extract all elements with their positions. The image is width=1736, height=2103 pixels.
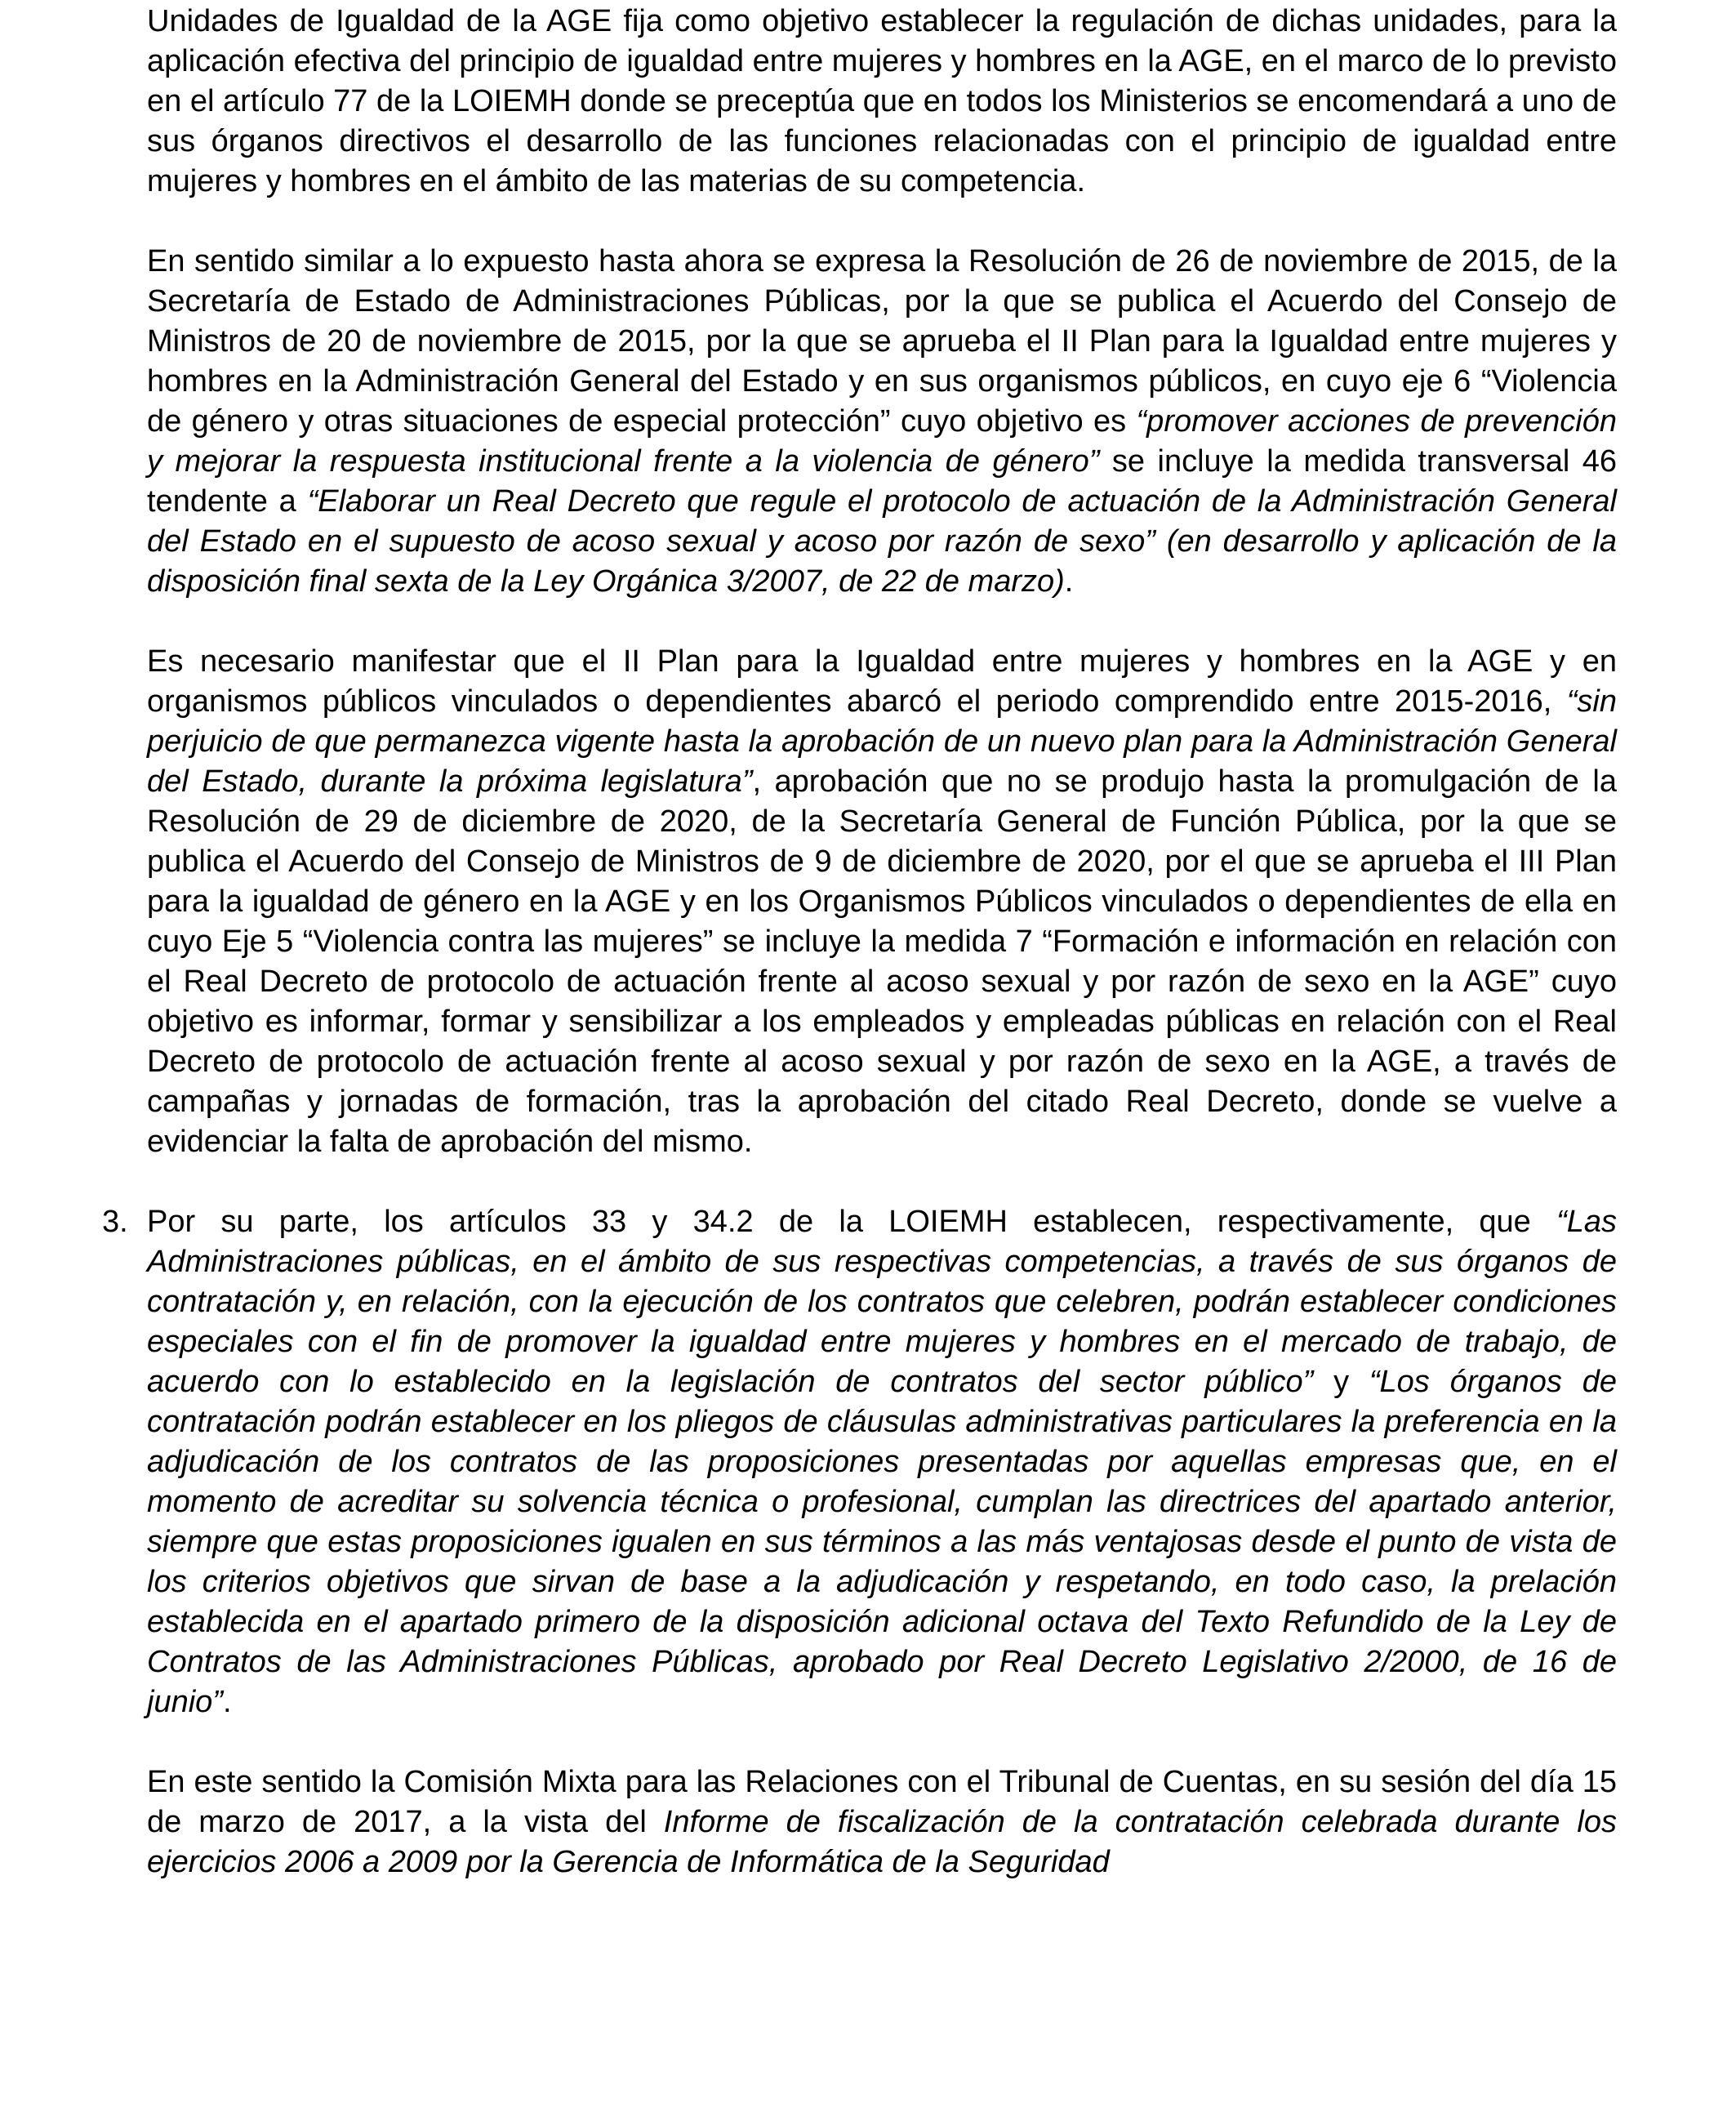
paragraph-unidades-igualdad <box>147 2 1617 202</box>
text-run: . <box>1064 564 1074 599</box>
italic-quote: “sin perjuicio de que permanezca vigente hasta la aprobación de un nuevo plan para la Administración General del Estado, durante la próxima legislatura” <box>147 684 1617 799</box>
paragraph-ii-plan <box>147 642 1617 1162</box>
text-run: Es necesario manifestar que el II Plan para la Igualdad entre mujeres y hombres en la AGE y en organismos públicos vinculados o dependientes abarcó el periodo comprendido entre 2015-2016, <box>147 644 1617 719</box>
text-run: Por su parte, los artículos 33 y 34.2 de la LOIEMH establecen, respectivamente, que <box>147 1205 1557 1239</box>
italic-quote: “promover acciones de prevención y mejorar la respuesta institucional frente a la violencia de género” <box>147 404 1617 479</box>
italic-report-title: Informe de fiscalización de la contratación celebrada durante los ejercicios 2006 a 2009 por la Gerencia de Informática de la Seguridad <box>147 1805 1617 1879</box>
text-run: En sentido similar a lo expuesto hasta ahora se expresa la Resolución de 26 de noviembre de 2015, de la Secretaría de Estado de Administraciones Públicas, por la que se publica el Acuerdo del Consejo de Ministros de 20 de noviembre de 2015, por la que se aprueba el II Plan para la Igualdad entre mujeres y hombres en la Administración General del Estado y en sus organismos públicos, en cuyo eje 6 “Violencia de género y otras situaciones de especial protección” cuyo objetivo es <box>147 244 1617 439</box>
text-run: , aprobación que no se produjo hasta la promulgación de la Resolución de 29 de diciembre de 2020, de la Secretaría General de Función Pública, por la que se publica el Acuerdo del Consejo de Ministros de 9 de diciembre de 2020, por el que se aprueba el III Plan para la igualdad de género en la AGE y en los Organismos Públicos vinculados o dependientes de ella en cuyo Eje 5 “Violencia contra las mujeres” se incluye la medida 7 “Formación e información en relación con el Real Decreto de protocolo de actuación frente al acoso sexual y por razón de sexo en la AGE” cuyo objetivo es informar, formar y sensibilizar a los empleados y empleadas públicas en relación con el Real Decreto de protocolo de actuación frente al acoso sexual y por razón de sexo en la AGE, a través de campañas y jornadas de formación, tras la aprobación del citado Real Decreto, donde se vuelve a evidenciar la falta de aprobación del mismo. <box>147 764 1617 1159</box>
list-item-text <box>147 1202 1617 1722</box>
document-body <box>102 2 1617 1923</box>
italic-quote: “Elaborar un Real Decreto que regule el protocolo de actuación de la Administración General del Estado en el supuesto de acoso sexual y acoso por razón de sexo” (en desarrollo y aplicación de la disposición final sexta de la Ley Orgánica 3/2007, de 22 de marzo) <box>147 484 1617 599</box>
paragraph-comision-mixta <box>147 1762 1617 1882</box>
text-run: se incluye la medida transversal 46 tendente a <box>147 444 1617 519</box>
text-run: y <box>1313 1365 1369 1399</box>
list-item-number: 3. <box>102 1205 128 1239</box>
paragraph-resolucion-2015 <box>147 242 1617 602</box>
text-run: En este sentido la Comisión Mixta para las Relaciones con el Tribunal de Cuentas, en su sesión del día 15 de marzo de 2017, a la vista del <box>147 1765 1617 1839</box>
list-item-3 <box>102 1202 1617 1722</box>
italic-quote: “Las Administraciones públicas, en el ámbito de sus respectivas competencias, a través de sus órganos de contratación y, en relación, con la ejecución de los contratos que celebren, podrán establecer condiciones especiales con el fin de promover la igualdad entre mujeres y hombres en el mercado de trabajo, de acuerdo con lo establecido en la legislación de contratos del sector público” <box>147 1205 1617 1399</box>
text-run: . <box>222 1685 232 1719</box>
text-run: Unidades de Igualdad de la AGE fija como objetivo establecer la regulación de dichas unidades, para la aplicación efectiva del principio de igualdad entre mujeres y hombres en la AGE, en el marco de lo previsto en el artículo 77 de la LOIEMH donde se preceptúa que en todos los Ministerios se encomendará a uno de sus órganos directivos el desarrollo de las funciones relacionadas con el principio de igualdad entre mujeres y hombres en el ámbito de las materias de su competencia. <box>147 4 1617 198</box>
italic-quote: “Los órganos de contratación podrán establecer en los pliegos de cláusulas administrativas particulares la preferencia en la adjudicación de los contratos de las proposiciones presentadas por aquellas empresas que, en el momento de acreditar su solvencia técnica o profesional, cumplan las directrices del apartado anterior, siempre que estas proposiciones igualen en sus términos a las más ventajosas desde el punto de vista de los criterios objetivos que sirvan de base a la adjudicación y respetando, en todo caso, la prelación establecida en el apartado primero de la disposición adicional octava del Texto Refundido de la Ley de Contratos de las Administraciones Públicas, aprobado por Real Decreto Legislativo 2/2000, de 16 de junio” <box>147 1365 1617 1719</box>
